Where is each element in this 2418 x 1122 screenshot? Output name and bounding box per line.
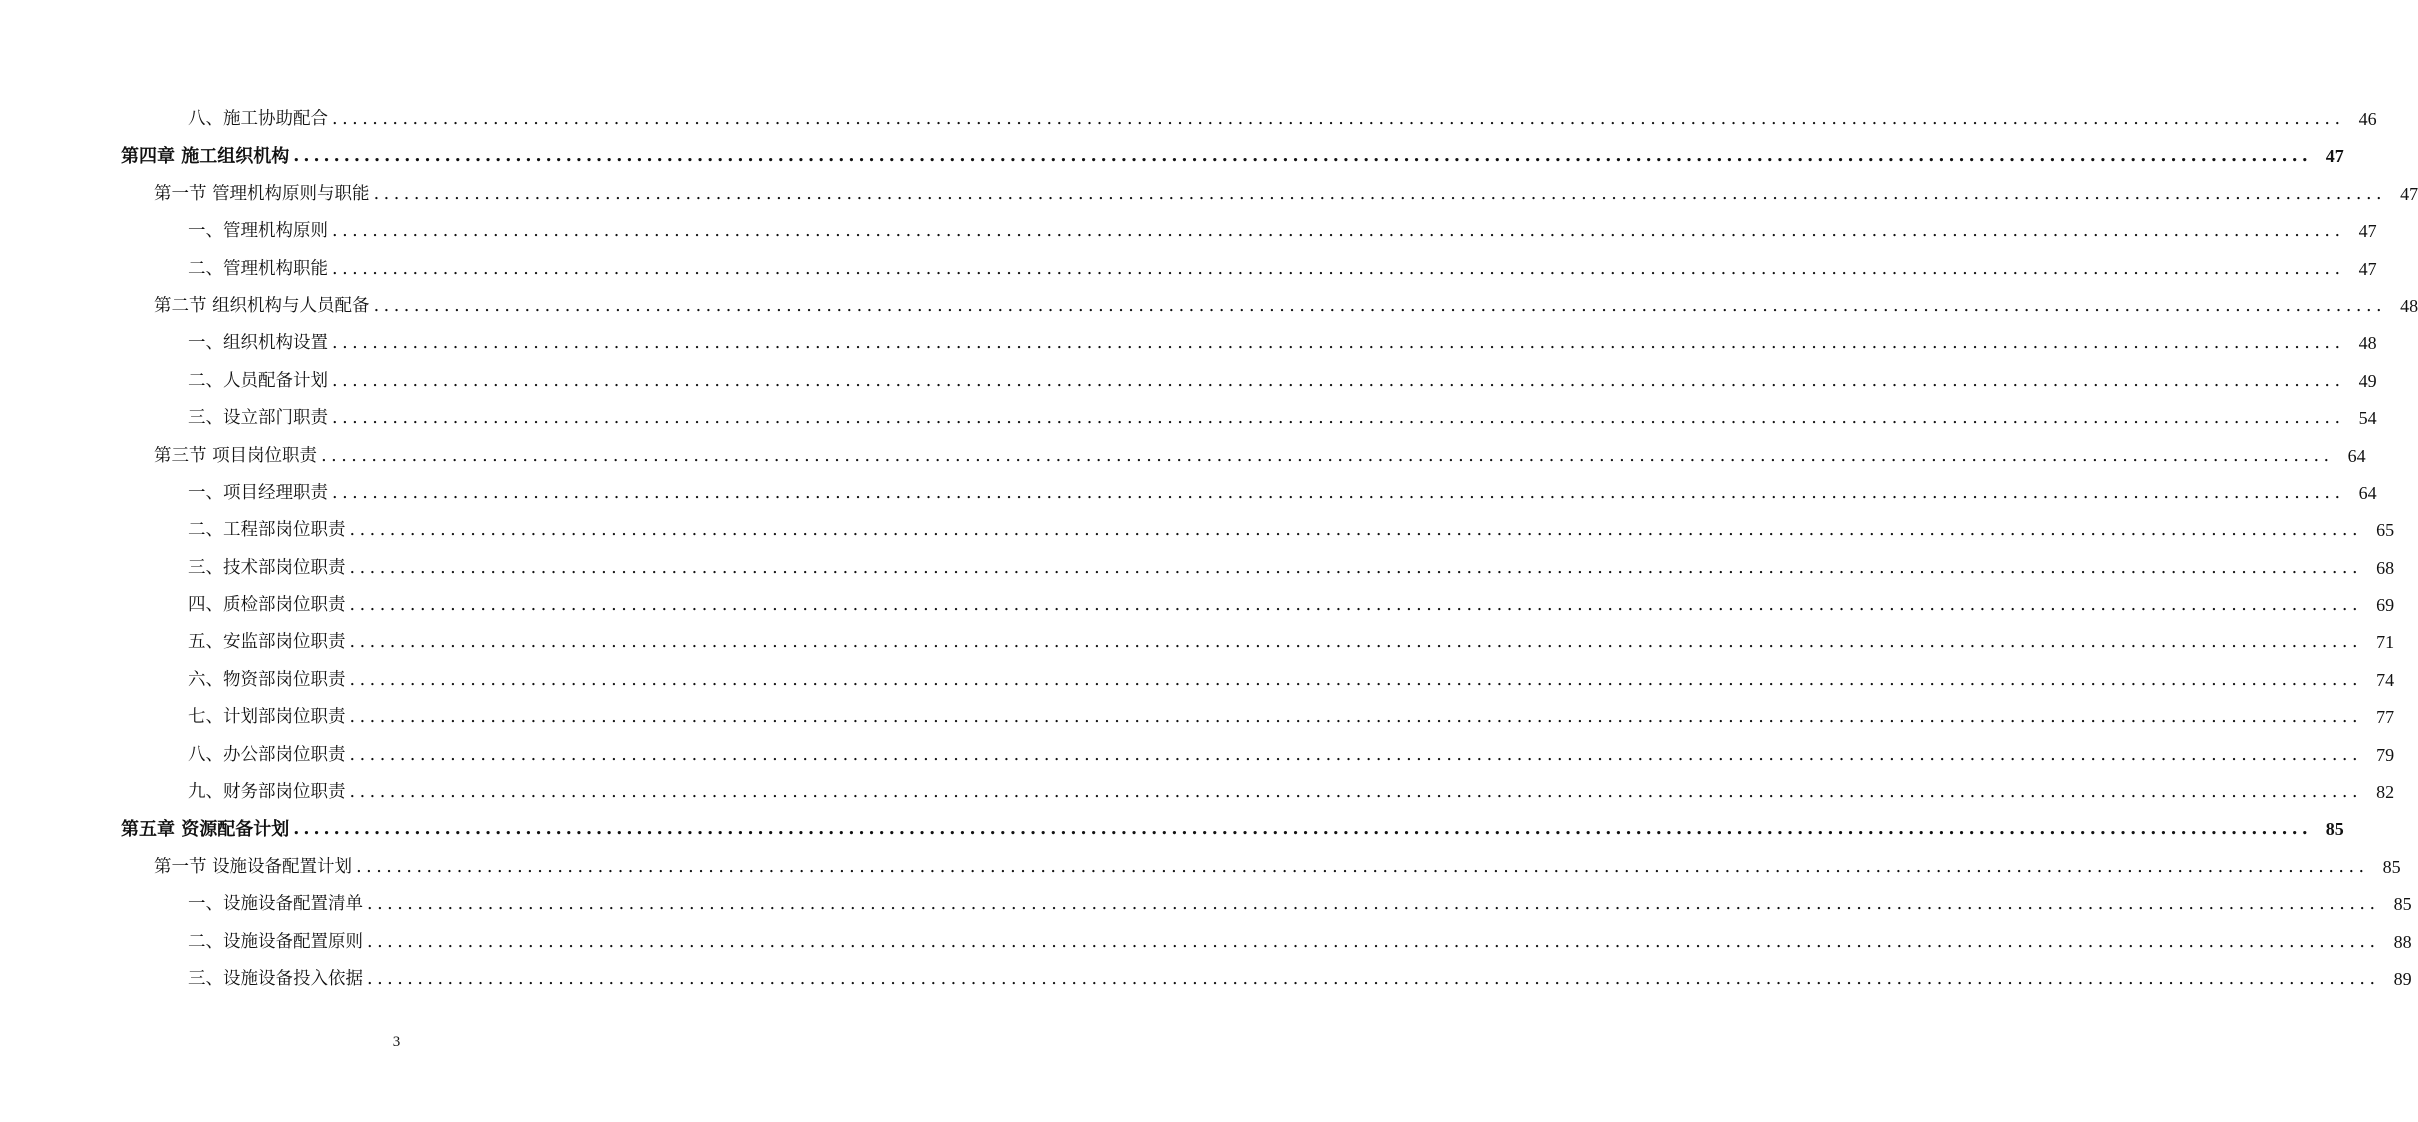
table-of-contents: [0, 101, 2418, 998]
toc-entry-title: 一、组织机构设置: [188, 333, 328, 354]
toc-entry-page: 47: [2358, 221, 2377, 242]
toc-entry-page: 48: [2358, 333, 2377, 354]
toc-entry-page: 47: [2325, 146, 2344, 167]
toc-item-entry[interactable]: [0, 400, 2377, 437]
toc-dot-leader: ........................................................................................................................................................................................................: [373, 183, 2387, 204]
toc-dot-leader: ........................................................................................................................................................................................................: [332, 408, 2345, 429]
page-number: 3: [392, 1034, 401, 1050]
toc-entry-title: 二、管理机构职能: [188, 258, 328, 279]
toc-section-entry[interactable]: [0, 176, 2418, 213]
toc-entry-title: 第一节 管理机构原则与职能: [154, 183, 370, 204]
toc-entry-page: 64: [2358, 482, 2377, 503]
toc-entry-title: 一、管理机构原则: [188, 221, 328, 242]
toc-entry-page: 69: [2376, 595, 2395, 616]
toc-section-entry[interactable]: [0, 288, 2418, 325]
toc-entry-title: 二、工程部岗位职责: [188, 520, 346, 541]
toc-dot-leader: ........................................................................................................................................................................................................: [332, 370, 2345, 391]
toc-item-entry[interactable]: [0, 213, 2377, 250]
toc-entry-page: 89: [2393, 968, 2412, 989]
toc-entry-page: 74: [2376, 669, 2395, 690]
toc-dot-leader: ........................................................................................................................................................................................................: [332, 221, 2345, 242]
toc-dot-leader: ........................................................................................................................................................................................................: [332, 482, 2345, 503]
toc-dot-leader: ........................................................................................................................................................................................................: [349, 520, 2363, 541]
toc-entry-page: 68: [2376, 557, 2395, 578]
toc-entry-page: 79: [2376, 744, 2395, 765]
toc-item-entry[interactable]: [0, 737, 2395, 774]
toc-entry-page: 48: [2400, 295, 2418, 316]
toc-entry-title: 三、技术部岗位职责: [188, 557, 346, 578]
toc-entry-title: 七、计划部岗位职责: [188, 707, 346, 728]
toc-item-entry[interactable]: [0, 251, 2377, 288]
toc-item-entry[interactable]: [0, 699, 2395, 736]
toc-dot-leader: ........................................................................................................................................................................................................: [332, 258, 2345, 279]
toc-dot-leader: ........................................................................................................................................................................................................: [349, 557, 2363, 578]
toc-dot-leader: ........................................................................................................................................................................................................: [349, 707, 2363, 728]
toc-item-entry[interactable]: [0, 363, 2377, 400]
toc-entry-title: 第二节 组织机构与人员配备: [154, 295, 370, 316]
toc-entry-title: 第五章 资源配备计划: [121, 819, 290, 841]
toc-entry-title: 第一节 设施设备配置计划: [154, 856, 353, 877]
toc-item-entry[interactable]: [0, 325, 2377, 362]
toc-entry-page: 88: [2393, 931, 2412, 952]
toc-entry-title: 一、项目经理职责: [188, 482, 328, 503]
toc-entry-title: 三、设施设备投入依据: [188, 968, 363, 989]
toc-entry-page: 64: [2347, 445, 2366, 466]
toc-entry-page: 65: [2376, 520, 2395, 541]
toc-item-entry[interactable]: [0, 550, 2395, 587]
toc-dot-leader: ........................................................................................................................................................................................................: [367, 931, 2380, 952]
toc-entry-title: 第四章 施工组织机构: [121, 146, 290, 168]
toc-entry-title: 三、设立部门职责: [188, 408, 328, 429]
toc-dot-leader: ........................................................................................................................................................................................................: [293, 146, 2312, 167]
toc-entry-title: 五、安监部岗位职责: [188, 632, 346, 653]
toc-entry-page: 85: [2393, 894, 2412, 915]
toc-dot-leader: ........................................................................................................................................................................................................: [349, 632, 2363, 653]
toc-dot-leader: ........................................................................................................................................................................................................: [349, 744, 2363, 765]
toc-entry-title: 九、财务部岗位职责: [188, 782, 346, 803]
toc-item-entry[interactable]: [0, 774, 2395, 811]
toc-section-entry[interactable]: [0, 849, 2401, 886]
toc-entry-page: 85: [2325, 819, 2344, 840]
toc-dot-leader: ........................................................................................................................................................................................................: [332, 109, 2345, 129]
toc-entry-page: 47: [2358, 258, 2377, 279]
toc-dot-leader: ........................................................................................................................................................................................................: [349, 595, 2363, 616]
toc-item-entry[interactable]: [0, 961, 2412, 998]
toc-entry-page: 54: [2358, 408, 2377, 429]
toc-chapter-entry[interactable]: [0, 811, 2344, 848]
toc-entry-page: 77: [2376, 707, 2395, 728]
toc-section-entry[interactable]: [0, 438, 2366, 475]
toc-dot-leader: ........................................................................................................................................................................................................: [321, 445, 2334, 466]
toc-entry-page: 49: [2358, 370, 2377, 391]
toc-list: [0, 101, 2418, 998]
toc-item-entry[interactable]: [0, 475, 2377, 512]
toc-entry-title: 八、办公部岗位职责: [188, 744, 346, 765]
toc-entry-page: 46: [2358, 109, 2377, 129]
toc-entry-page: 82: [2376, 782, 2395, 803]
toc-item-entry[interactable]: [0, 886, 2412, 923]
toc-entry-title: 第三节 项目岗位职责: [154, 445, 318, 466]
toc-entry-title: 一、设施设备配置清单: [188, 894, 363, 915]
toc-item-entry[interactable]: [0, 512, 2395, 549]
toc-entry-title: 二、设施设备配置原则: [188, 931, 363, 952]
toc-dot-leader: ........................................................................................................................................................................................................: [332, 333, 2345, 354]
toc-item-entry[interactable]: [0, 662, 2395, 699]
toc-dot-leader: ........................................................................................................................................................................................................: [349, 782, 2363, 803]
toc-dot-leader: ........................................................................................................................................................................................................: [367, 894, 2380, 915]
toc-entry-title: 八、施工协助配合: [188, 109, 328, 129]
toc-entry-page: 85: [2382, 856, 2401, 877]
toc-dot-leader: ........................................................................................................................................................................................................: [356, 856, 2369, 877]
toc-entry-title: 四、质检部岗位职责: [188, 595, 346, 616]
toc-item-entry[interactable]: [0, 924, 2412, 961]
toc-chapter-entry[interactable]: [0, 138, 2344, 175]
toc-entry-title: 二、人员配备计划: [188, 370, 328, 391]
toc-dot-leader: ........................................................................................................................................................................................................: [367, 968, 2380, 989]
toc-entry-page: 47: [2400, 183, 2418, 204]
toc-entry-title: 六、物资部岗位职责: [188, 669, 346, 690]
toc-dot-leader: ........................................................................................................................................................................................................: [293, 819, 2312, 840]
toc-item-entry[interactable]: [0, 624, 2395, 661]
toc-item-entry[interactable]: [0, 101, 2377, 138]
toc-dot-leader: ........................................................................................................................................................................................................: [349, 669, 2363, 690]
toc-dot-leader: ........................................................................................................................................................................................................: [373, 295, 2387, 316]
toc-item-entry[interactable]: [0, 587, 2395, 624]
toc-entry-page: 71: [2376, 632, 2395, 653]
